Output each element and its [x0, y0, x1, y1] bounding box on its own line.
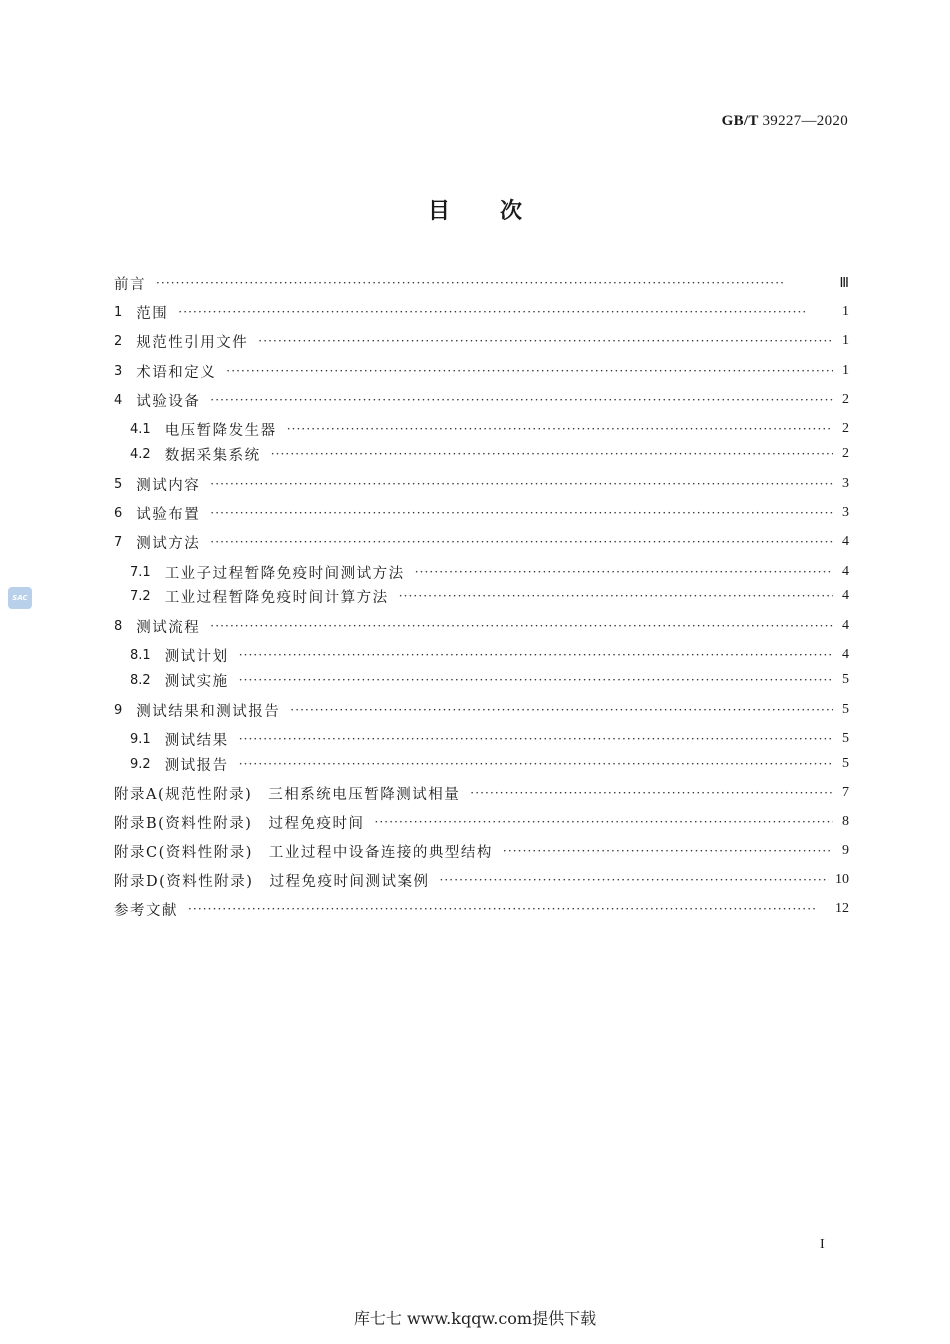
toc-entry-page: 8	[842, 814, 849, 829]
toc-entry-page: 4	[842, 647, 849, 662]
toc-dot-leader	[239, 728, 833, 750]
toc-dot-leader	[210, 502, 833, 524]
toc-entry-number: 7.2	[130, 588, 151, 604]
toc-entry-page: 7	[842, 785, 849, 800]
toc-entry-number: 8.1	[130, 647, 151, 663]
toc-entry-number: 4.2	[130, 446, 151, 462]
toc-entry[interactable]	[114, 473, 849, 495]
toc-entry[interactable]	[114, 840, 849, 862]
toc-entry-label: 数据采集系统	[164, 447, 261, 464]
toc-entry-page: 2	[842, 421, 849, 436]
toc-entry-page: 5	[842, 702, 849, 717]
toc-dot-leader	[290, 699, 833, 721]
toc-entry[interactable]	[130, 728, 849, 750]
toc-entry-label: 附录D(资料性附录) 过程免疫时间测试案例	[114, 873, 430, 890]
toc-entry-label: 附录A(规范性附录) 三相系统电压暂降测试相量	[114, 786, 461, 803]
toc-dot-leader	[374, 811, 833, 833]
toc-entry-label: 前言	[114, 276, 146, 293]
toc-entry-page: 5	[842, 672, 849, 687]
toc-entry-number: 9.2	[130, 756, 151, 772]
toc-dot-leader	[239, 644, 833, 666]
toc-entry-label: 测试实施	[164, 673, 229, 690]
toc-entry-label: 测试流程	[136, 619, 201, 636]
toc-entry-label: 工业子过程暂降免疫时间测试方法	[164, 565, 405, 582]
toc-dot-leader	[210, 531, 833, 553]
toc-entry-number: 5	[114, 476, 123, 492]
toc-entry-page: 3	[842, 505, 849, 520]
toc-entry[interactable]	[114, 782, 849, 804]
toc-entry[interactable]	[130, 669, 849, 691]
toc-entry-label: 测试结果	[164, 732, 229, 749]
toc-entry-number: 3	[114, 363, 123, 379]
toc-entry[interactable]	[130, 753, 849, 775]
standard-code	[722, 113, 848, 130]
toc-entry-page: Ⅲ	[839, 275, 849, 291]
toc-entry[interactable]	[114, 272, 849, 294]
toc-dot-leader	[258, 330, 833, 352]
toc-entry-page: 1	[842, 363, 849, 378]
standard-number: 39227—2020	[762, 113, 848, 129]
toc-entry-label: 测试报告	[164, 757, 229, 774]
toc-entry-page: 3	[842, 476, 849, 491]
toc-entry-label: 试验布置	[136, 506, 201, 523]
toc-entry-label: 电压暂降发生器	[164, 422, 277, 439]
download-credit: 库七七 www.kqqw.com提供下载	[353, 1309, 597, 1328]
toc-entry[interactable]	[114, 330, 849, 352]
toc-entry[interactable]	[114, 301, 849, 323]
toc-entry[interactable]	[114, 360, 849, 382]
toc-entry[interactable]	[130, 443, 849, 465]
toc-dot-leader	[503, 840, 833, 862]
toc-entry[interactable]	[114, 531, 849, 553]
toc-entry-label: 附录B(资料性附录) 过程免疫时间	[114, 815, 365, 832]
toc-entry-page: 4	[842, 534, 849, 549]
toc-entry-number: 4.1	[130, 421, 151, 437]
toc-entry-number: 7.1	[130, 564, 151, 580]
toc-entry-number: 7	[114, 534, 123, 550]
toc-dot-leader	[210, 615, 833, 637]
toc-entry-number: 9.1	[130, 731, 151, 747]
toc-entry[interactable]	[114, 898, 849, 920]
toc-dot-leader	[226, 360, 833, 382]
toc-entry-label: 参考文献	[114, 902, 178, 919]
toc-dot-leader	[156, 272, 833, 294]
toc-entry-page: 2	[842, 446, 849, 461]
toc-entry-page: 1	[842, 304, 849, 319]
toc-entry-label: 术语和定义	[136, 364, 217, 381]
toc-entry-number: 1	[114, 304, 123, 320]
toc-entry-page: 5	[842, 756, 849, 771]
sac-logo-text: SAC	[12, 594, 28, 602]
toc-entry[interactable]	[114, 699, 849, 721]
standard-prefix: GB/T	[721, 113, 759, 129]
toc-dot-leader	[188, 898, 829, 920]
toc-entry-number: 6	[114, 505, 123, 521]
toc-entry-label: 附录C(资料性附录) 工业过程中设备连接的典型结构	[114, 844, 493, 861]
page-number: I	[820, 1237, 825, 1252]
toc-entry-page: 9	[842, 843, 849, 858]
toc-entry-label: 测试计划	[164, 648, 229, 665]
toc-entry-label: 范围	[136, 305, 169, 322]
toc-entry[interactable]	[130, 561, 849, 583]
toc-entry[interactable]	[114, 615, 849, 637]
toc-entry[interactable]	[114, 502, 849, 524]
toc-entry-label: 测试方法	[136, 535, 201, 552]
toc-dot-leader	[399, 585, 833, 607]
toc-entry-number: 2	[114, 333, 123, 349]
toc-entry-number: 4	[114, 392, 123, 408]
toc-dot-leader	[239, 669, 833, 691]
toc-entry[interactable]	[130, 644, 849, 666]
toc-entry-page: 4	[842, 618, 849, 633]
toc-dot-leader	[210, 473, 833, 495]
toc-entry-page: 5	[842, 731, 849, 746]
toc-entry-label: 试验设备	[136, 393, 201, 410]
toc-entry-label: 规范性引用文件	[136, 334, 249, 351]
toc-entry-page: 12	[835, 901, 849, 916]
toc-dot-leader	[178, 301, 833, 323]
toc-entry-number: 9	[114, 702, 123, 718]
toc-entry-number: 8.2	[130, 672, 151, 688]
toc-entry[interactable]	[114, 869, 849, 891]
toc-entry-label: 测试结果和测试报告	[136, 703, 281, 720]
toc-entry-page: 4	[842, 564, 849, 579]
toc-dot-leader	[470, 782, 833, 804]
toc-entry[interactable]	[114, 389, 849, 411]
toc-entry-page: 2	[842, 392, 849, 407]
toc-entry-page: 4	[842, 588, 849, 603]
toc-entry-page: 10	[835, 872, 849, 887]
toc-entry-number: 8	[114, 618, 123, 634]
toc-dot-leader	[439, 869, 829, 891]
toc-entry-label: 工业过程暂降免疫时间计算方法	[164, 589, 389, 606]
toc-entry-label: 测试内容	[136, 477, 201, 494]
toc-dot-leader	[210, 389, 833, 411]
sac-logo-icon	[8, 587, 32, 609]
toc-dot-leader	[415, 561, 833, 583]
page-title: 目次	[427, 199, 572, 224]
toc-dot-leader	[287, 418, 833, 440]
toc-entry[interactable]	[130, 585, 849, 607]
toc-entry[interactable]	[114, 811, 849, 833]
toc-entry-page: 1	[842, 333, 849, 348]
toc-dot-leader	[271, 443, 833, 465]
toc-entry[interactable]	[130, 418, 849, 440]
toc-dot-leader	[239, 753, 833, 775]
